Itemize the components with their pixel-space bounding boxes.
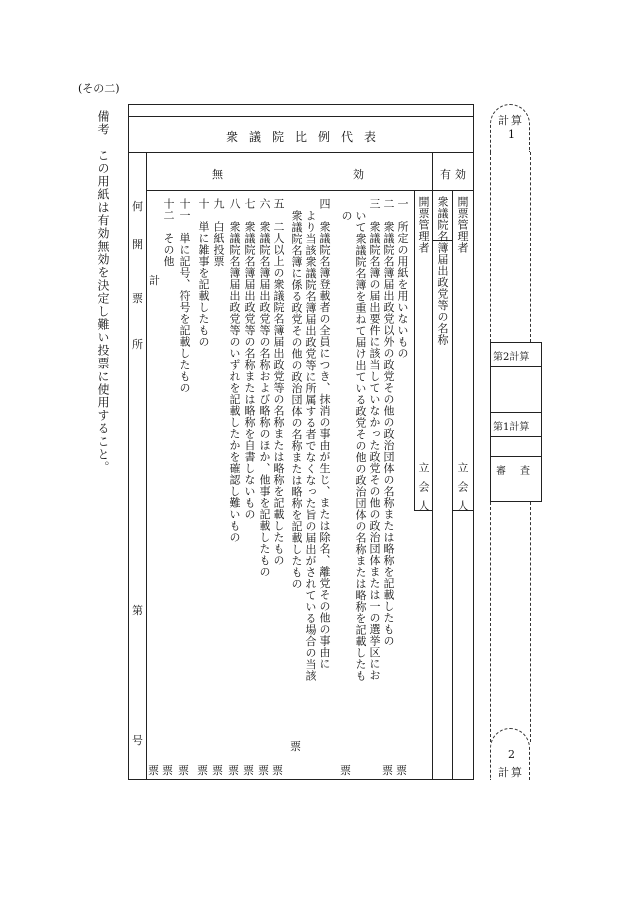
reason-12: 十二 その他	[162, 198, 175, 267]
review-rule-1	[490, 366, 542, 367]
location-char-1: 何	[132, 200, 143, 213]
unit-3: 票	[340, 764, 351, 777]
calc1-number: 1	[508, 128, 515, 141]
manager-left: 開票管理者	[417, 196, 430, 254]
location-char-3: 票	[132, 292, 143, 305]
unit-8: 票	[228, 764, 239, 777]
form-header: 衆議院比例代表	[226, 130, 388, 144]
calc1-top-label: 計算	[498, 114, 524, 127]
reason-4-end: 衆議院名簿に係る政党その他の政治団体の名称または略称を記載したもの	[290, 210, 303, 590]
location-char-5: 第	[132, 604, 143, 617]
reason-2: 二 衆議院名簿届出政党以外の政党その他の政治団体の名称または略称を記載したもの	[382, 198, 395, 647]
unit-13: 票	[148, 764, 159, 777]
calc2-number: 2	[508, 748, 515, 761]
reason-4: 四 衆議院名簿登載者の全員につき、抹消の事由が生じ、または除名、離党その他の事由に	[318, 198, 331, 670]
review-rule-3	[490, 436, 542, 437]
calc2-bottom-label: 計算	[498, 766, 524, 779]
unit-1: 票	[396, 764, 407, 777]
reason-9: 九 白紙投票	[212, 198, 225, 267]
review-rule-4	[490, 456, 542, 457]
reason-1: 一 所定の用紙を用いないもの	[396, 198, 409, 359]
reason-5: 五 二人以上の衆議院名簿届出政党等の名称または略称を記載したもの	[272, 198, 285, 566]
reason-3-cont: いて衆議院名簿を重ねて届け出ている政党その他の政治団体の名称または略称を記載したも	[354, 210, 367, 682]
location-char-4: 所	[132, 338, 143, 351]
frame-top-rule	[128, 104, 474, 105]
review-label: 審 査	[496, 466, 532, 477]
manager-sub-rule	[414, 190, 415, 510]
unit-6: 票	[258, 764, 269, 777]
first-calc-label: 第1計算	[493, 422, 530, 433]
manager-right: 開票管理者	[456, 196, 469, 254]
review-rule-2	[490, 412, 542, 413]
unit-12: 票	[162, 764, 173, 777]
location-char-6: 号	[132, 734, 143, 747]
unit-5: 票	[272, 764, 283, 777]
reason-6: 六 衆議院名簿届出政党等の名称および略称のほか、他事を記載したもの	[258, 198, 271, 578]
reason-11: 十一 単に記号、符号を記載したもの	[178, 198, 191, 394]
calc1-dash-left	[490, 152, 492, 342]
second-calc-label: 第2計算	[493, 352, 530, 363]
calc1-dash-right	[530, 152, 532, 342]
valid-label: 有効	[440, 168, 470, 181]
location-col-rule	[146, 152, 147, 780]
frame-right-rule	[473, 104, 474, 117]
location-char-2: 開	[132, 238, 143, 251]
unit-2: 票	[382, 764, 393, 777]
valid-party-column: 衆議院名簿届出政党等の名称	[436, 196, 449, 346]
reason-4-cont: より当該衆議院名簿届出政党等に所属する者でなくなった旨の届出がされている場合の当該	[304, 210, 317, 682]
total-label: 計	[149, 274, 160, 287]
valid-col-rule	[432, 152, 433, 780]
label-row-rule	[146, 190, 474, 191]
invalid-label: 無	[212, 168, 223, 181]
remarks-note: 備考 この用紙は有効無効を決定し難い投票に使用すること。	[96, 110, 110, 474]
header-bottom-rule	[128, 152, 474, 153]
frame-left-rule	[128, 104, 129, 117]
page-label: (その二)	[78, 82, 120, 95]
calc2-dash-left	[490, 502, 492, 742]
unit-9: 票	[212, 764, 223, 777]
reason-3: 三 衆議院名簿の届出要件に該当していなかった政党その他の政治団体または一の選挙区にお	[368, 198, 381, 681]
reason-7: 七 衆議院名簿届出政党等の名称または略称を自書しないもの	[243, 198, 256, 520]
unit-10: 票	[197, 764, 208, 777]
reason-10: 十 単に雑事を記載したもの	[197, 198, 210, 348]
invalid-label-2: 効	[353, 168, 364, 181]
reason-8: 八 衆議院名簿届出政党等のいずれを記載したかを確認し難いもの	[228, 198, 241, 543]
reason-3-end: の	[340, 210, 353, 222]
witness-left: 立会人	[417, 462, 430, 519]
manager-col-rule	[452, 190, 453, 780]
unit-4: 票	[290, 740, 301, 753]
witness-right: 立会人	[456, 462, 469, 519]
unit-7: 票	[243, 764, 254, 777]
unit-11: 票	[178, 764, 189, 777]
calc2-dash-right	[530, 502, 532, 742]
